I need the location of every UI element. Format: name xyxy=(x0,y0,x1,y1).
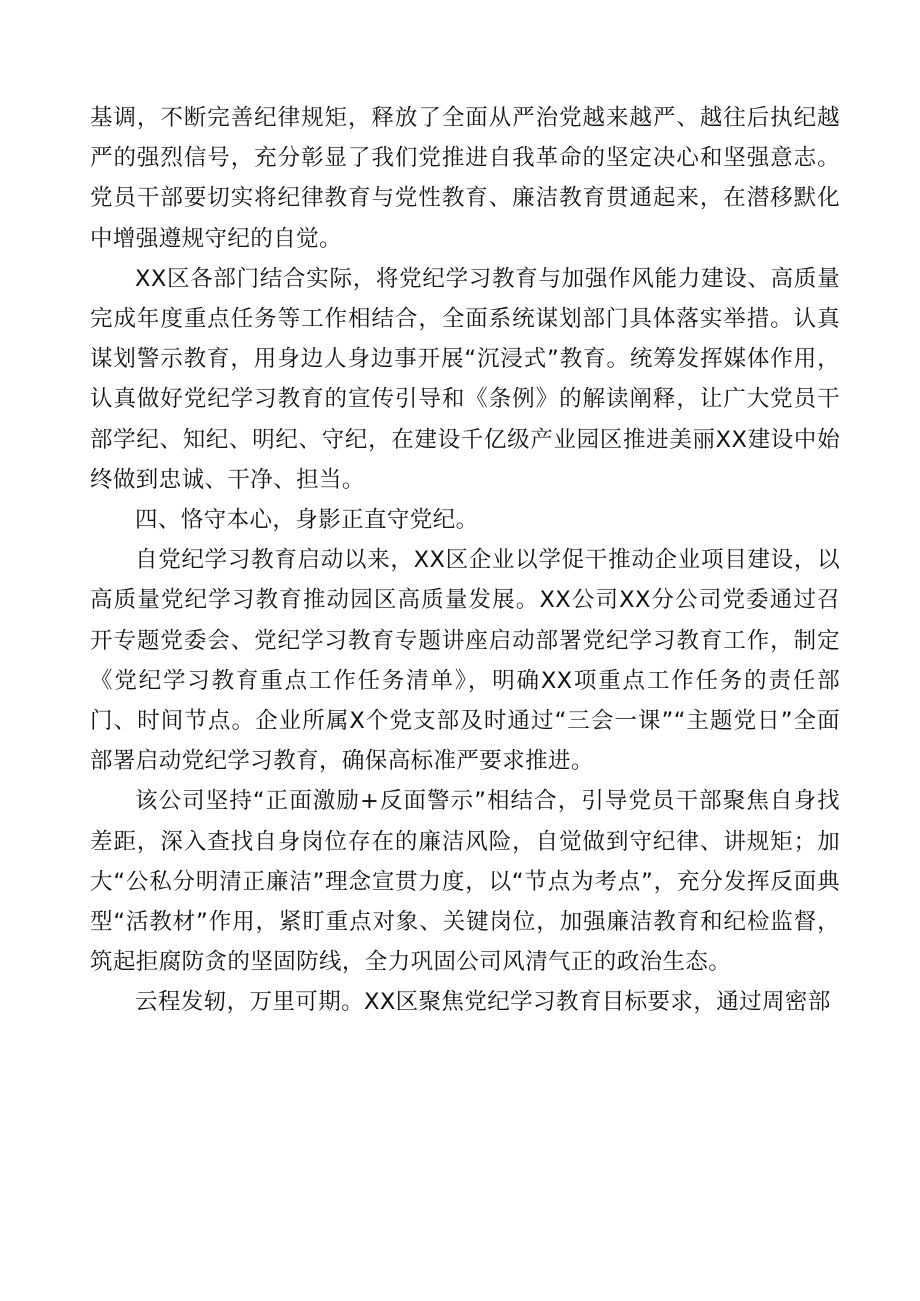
paragraph-continued: 基调，不断完善纪律规矩，释放了全面从严治党越来越严、越往后执纪越严的强烈信号，充分彰显了我们党推进自我革命的坚定决心和坚强意志。党员干部要切实将纪律教育与党性教育、廉洁教育贯通起来，在潜移默化中增强遵规守纪的自觉。 xyxy=(90,105,840,252)
paragraph-closing: 云程发轫，万里可期。XX区聚焦党纪学习教育目标要求，通过周密部 xyxy=(135,989,831,1016)
paragraph-enterprise: 自党纪学习教育启动以来，XX区企业以学促干推动企业项目建设，以高质量党纪学习教育推动园区高质量发展。XX公司XX分公司党委通过召开专题党委会、党纪学习教育专题讲座启动部署党纪学习教育工作，制定《党纪学习教育重点工作任务清单》，明确XX项重点工作任务的责任部门、时间节点。企业所属X个党支部及时通过“三会一课”“主题党日”全面部署启动党纪学习教育，确保高标准严要求推进。 xyxy=(90,547,840,775)
paragraph-company: 该公司坚持“正面激励+反面警示”相结合，引导党员干部聚焦自身找差距，深入查找自身岗位存在的廉洁风险，自觉做到守纪律、讲规矩；加大“公私分明清正廉洁”理念宣贯力度，以“节点为考点”，充分发挥反面典型“活教材”作用，紧盯重点对象、关键岗位，加强廉洁教育和纪检监督，筑起拒腐防贪的坚固防线，全力巩固公司风清气正的政治生态。 xyxy=(90,788,840,976)
section-heading: 四、恪守本心，身影正直守党纪。 xyxy=(135,507,479,534)
paragraph-departments: XX区各部门结合实际，将党纪学习教育与加强作风能力建设、高质量完成年度重点任务等工作相结合，全面系统谋划部门具体落实举措。认真谋划警示教育，用身边人身边事开展“沉浸式”教育。统筹发挥媒体作用，认真做好党纪学习教育的宣传引导和《条例》的解读阐释，让广大党员干部学纪、知纪、明纪、守纪，在建设千亿级产业园区推进美丽XX建设中始终做到忠诚、干净、担当。 xyxy=(90,265,840,493)
